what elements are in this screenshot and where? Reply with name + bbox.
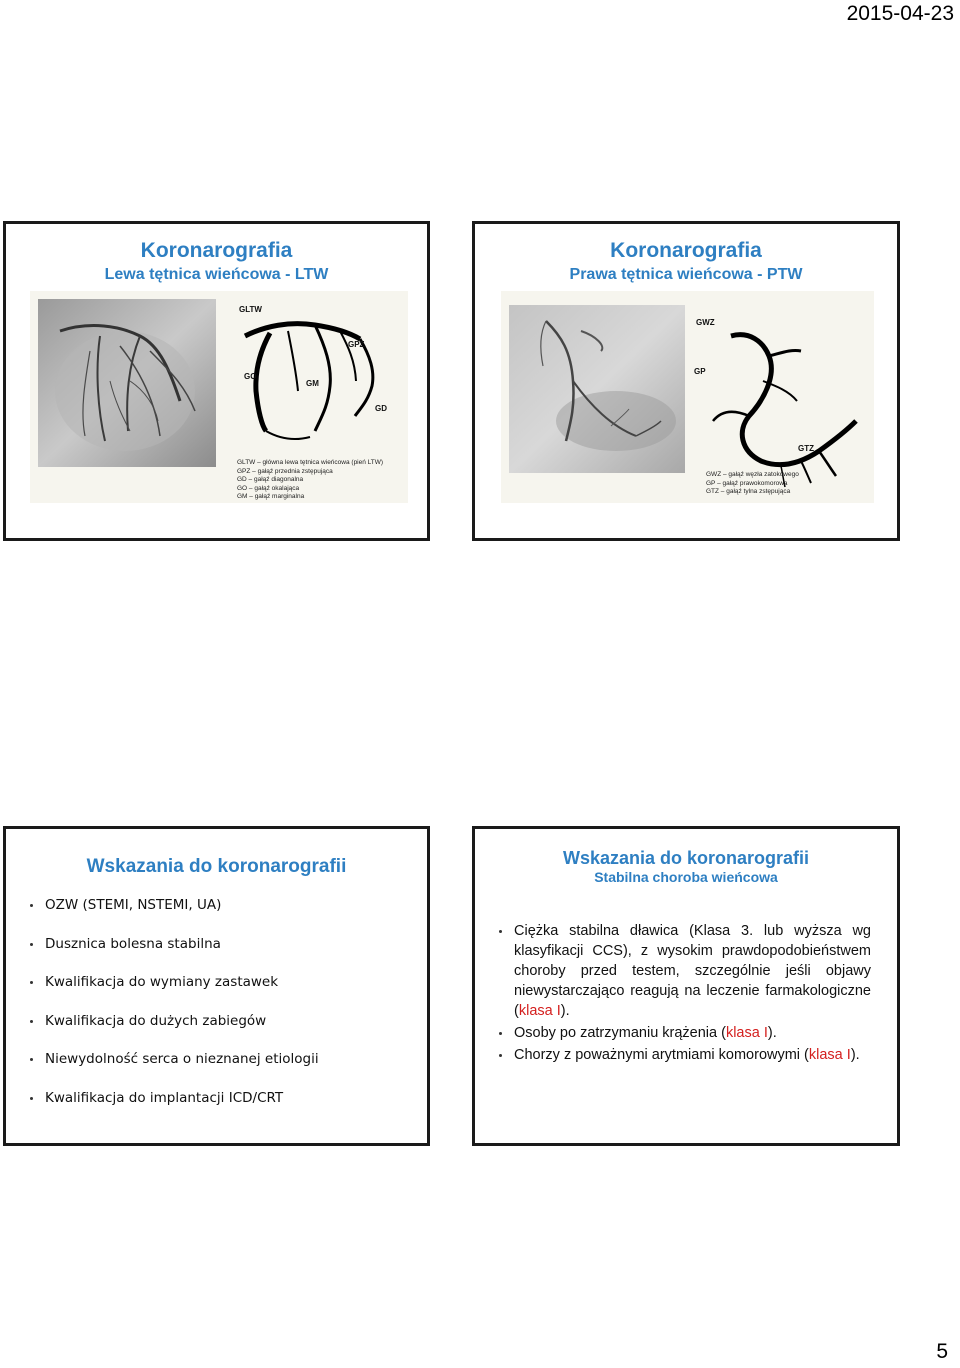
vessel-label-go: GO <box>244 372 257 381</box>
bullet-text-end: ). <box>850 1047 860 1063</box>
recommendation-class: klasa I <box>725 1025 768 1041</box>
slide-right-coronary-artery <box>472 221 900 541</box>
list-item: Kwalifikacja do wymiany zastawek <box>28 972 417 1011</box>
legend-line: GTZ – gałąź tylna zstępująca <box>706 488 791 495</box>
bullet-text: Chorzy z poważnymi arytmiami komorowymi ( <box>514 1047 809 1063</box>
list-item: Kwalifikacja do implantacji ICD/CRT <box>28 1088 417 1127</box>
slide-title: Koronarografia <box>140 239 293 262</box>
recommendation-class: klasa I <box>518 1003 561 1019</box>
slide-left-coronary-artery <box>3 221 430 541</box>
slide-subtitle: Lewa tętnica wieńcowa - LTW <box>104 266 329 283</box>
recommendation-class: klasa I <box>808 1047 851 1063</box>
list-item <box>497 1023 871 1043</box>
angiogram-xray-image <box>501 291 874 503</box>
legend-line: GPZ – gałąź przednia zstępująca <box>237 467 333 475</box>
slide-indications-list <box>3 826 430 1146</box>
slide-title: Koronarografia <box>610 239 762 262</box>
slide-stable-cad-indications <box>472 826 900 1146</box>
page-number: 5 <box>936 1340 948 1363</box>
angiogram-figure-ltw <box>30 291 408 503</box>
list-item: OZW (STEMI, NSTEMI, UA) <box>28 895 417 934</box>
slide-title: Wskazania do koronarografii <box>86 856 347 877</box>
bullet-text: Ciężka stabilna dławica (Klasa 3. lub wyższa wg klasyfikacji CCS), z wysokim prawdopodobieństwem choroby przed testem, szczególnie jeśli objawy niewystarczająco reagują na leczenie farmakologiczne ( <box>514 923 871 1019</box>
legend-line: GP – gałąź prawokomorowa <box>706 479 788 487</box>
vessel-label-gm: GM <box>306 379 319 388</box>
slide-title: Wskazania do koronarografii <box>562 848 810 868</box>
vessel-label-gtz: GTZ <box>798 444 814 453</box>
list-item <box>497 1045 871 1065</box>
document-date: 2015-04-23 <box>846 2 954 25</box>
list-item <box>497 921 871 1021</box>
list-item: Niewydolność serca o nieznanej etiologii <box>28 1049 417 1088</box>
list-item: Kwalifikacja do dużych zabiegów <box>28 1011 417 1050</box>
vessel-label-gd: GD <box>375 404 387 413</box>
slide-subtitle: Stabilna choroba wieńcowa <box>594 869 778 885</box>
slide-subtitle: Prawa tętnica wieńcowa - PTW <box>569 266 803 283</box>
legend-line: GLTW – główna lewa tętnica wieńcowa (pień LTW) <box>237 459 384 466</box>
vessel-label-gp: GP <box>694 367 706 376</box>
bullet-text-end: ). <box>560 1003 570 1019</box>
bullet-text-end: ). <box>767 1025 777 1041</box>
vessel-legend <box>237 459 383 502</box>
legend-line: GWZ – gałąź węzła zatokowego <box>706 471 799 478</box>
list-item: Dusznica bolesna stabilna <box>28 934 417 973</box>
bullet-text: Osoby po zatrzymaniu krążenia ( <box>514 1025 726 1041</box>
legend-line: GO – gałąź okalająca <box>237 484 300 492</box>
angiogram-figure-ptw <box>501 291 874 503</box>
legend-line: GM – gałąź marginalna <box>237 493 305 500</box>
legend-line: GD – gałąź diagonalna <box>237 476 304 483</box>
indications-list <box>497 921 871 1067</box>
vessel-label-gpz: GPZ <box>348 340 365 349</box>
vessel-label-gltw: GLTW <box>239 305 262 314</box>
indications-list <box>28 895 417 1126</box>
vessel-label-gwz: GWZ <box>696 318 715 327</box>
vessel-legend <box>706 471 799 497</box>
